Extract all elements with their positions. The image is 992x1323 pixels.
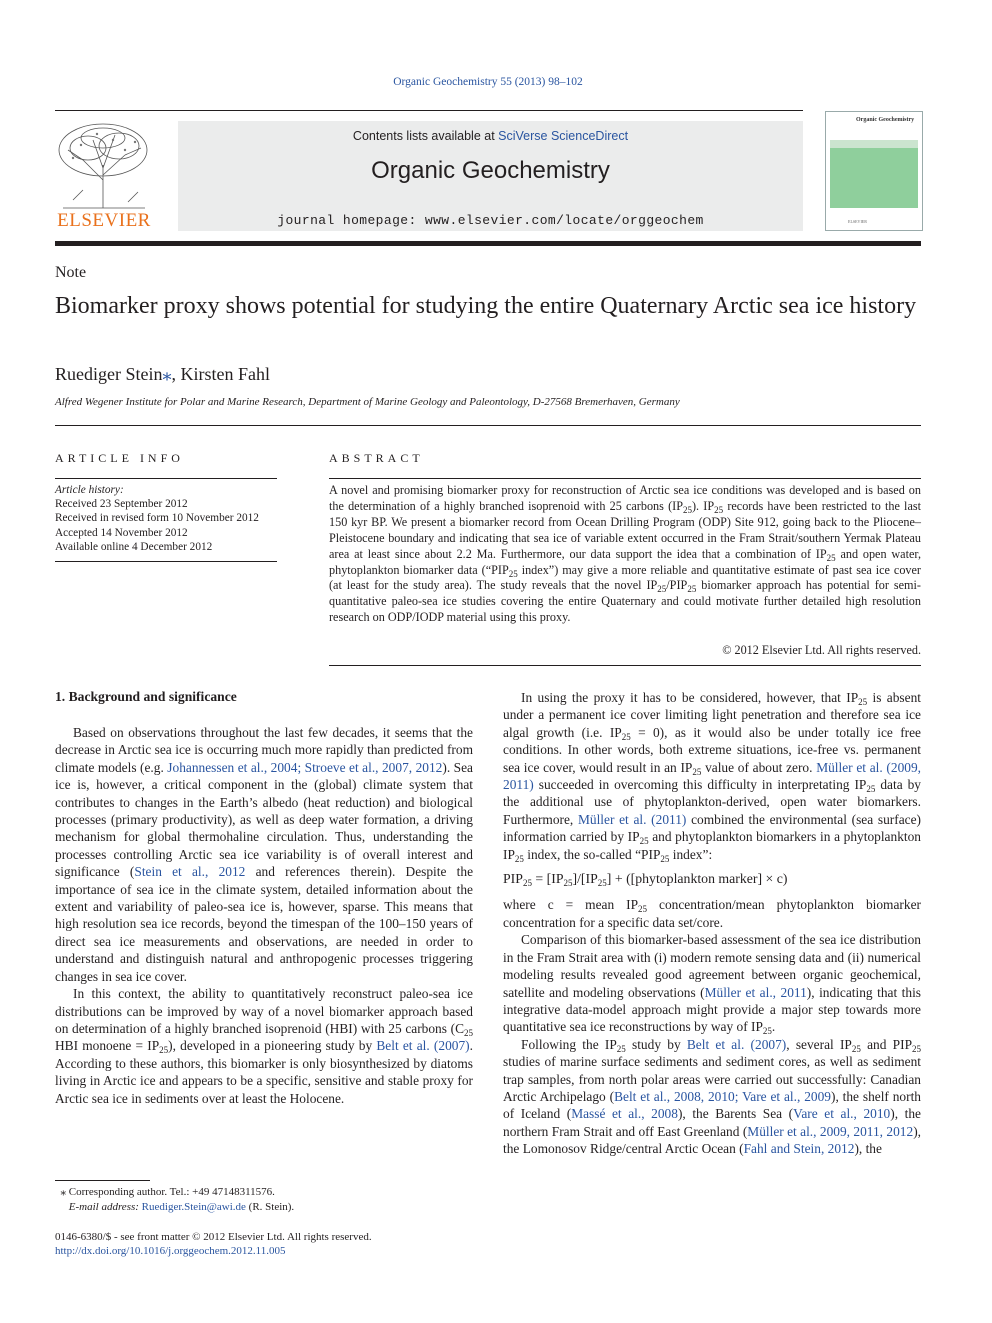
contents-prefix: Contents lists available at xyxy=(352,129,499,143)
contents-line xyxy=(178,129,803,143)
journal-cover-thumbnail[interactable] xyxy=(825,111,923,231)
cover-publisher: ELSEVIER xyxy=(848,219,867,224)
copyright: © 2012 Elsevier Ltd. All rights reserved. xyxy=(722,643,921,657)
history-online: Available online 4 December 2012 xyxy=(55,540,213,553)
divider xyxy=(329,665,921,666)
elsevier-tree-icon xyxy=(53,120,155,210)
article-title: Biomarker proxy shows potential for studying the entire Quaternary Arctic sea ice history xyxy=(55,293,917,319)
body-left-column xyxy=(55,724,473,1107)
corresponding-author-note: ⁎ Corresponding author. Tel.: +49 47148311576. xyxy=(55,1186,275,1198)
author-name[interactable]: Kirsten Fahl xyxy=(180,364,270,384)
citation-link[interactable]: Stein et al., 2012 xyxy=(134,864,246,880)
abstract-heading: ABSTRACT xyxy=(329,451,424,465)
elsevier-logo[interactable] xyxy=(53,120,155,232)
footnote-rule xyxy=(55,1180,150,1181)
header-thick-rule xyxy=(55,241,921,246)
email-suffix: (R. Stein). xyxy=(245,1201,295,1213)
section-heading: 1. Background and significance xyxy=(55,689,237,704)
email-label: E-mail address: xyxy=(68,1201,142,1213)
paragraph: Following the $IP_{25}$ study by Belt et al. (2007), several $IP_{25}$ and $PIP_{25}$ studies of marine surface sediments and sediment cores, as well as sediment trap samples, from north polar areas were carried out successfully: Canadian Arctic Archipelago (Belt et al., 2008, 2010; Vare et al., 2009), the shelf north of Iceland (Massé et al., 2008), the Barents Sea (Vare et al., 2010), the northern Fram Strait and off East Greenland (Müller et al., 2009, 2011, 2012), the Lomonosov Ridge/central Arctic Ocean (Fahl and Stein, 2012), the xyxy=(503,1036,922,1157)
journal-banner xyxy=(178,121,803,231)
divider xyxy=(55,561,277,562)
cover-band xyxy=(830,140,918,148)
email-line xyxy=(55,1200,475,1215)
doi-link[interactable]: http://dx.doi.org/10.1016/j.orggeochem.2012.11.005 xyxy=(55,1245,286,1257)
history-label: Article history: xyxy=(55,484,124,496)
author-list xyxy=(55,364,270,385)
journal-homepage[interactable]: journal homepage: www.elsevier.com/locate/orggeochem xyxy=(277,213,704,228)
history-revised: Received in revised form 10 November 2012 xyxy=(55,512,259,525)
citation-link[interactable]: Belt et al. (2007) xyxy=(686,1036,787,1052)
journal-name: Organic Geochemistry xyxy=(371,157,610,184)
article-info-heading: ARTICLE INFO xyxy=(55,451,184,465)
sciencedirect-link[interactable]: SciVerse ScienceDirect xyxy=(498,129,629,143)
citation-link[interactable]: Massé et al., 2008 xyxy=(571,1106,678,1122)
footnote xyxy=(55,1185,475,1215)
divider xyxy=(329,478,921,479)
equation: $PIP_{25} = [IP_{25}]/[IP_{25}]$ + ([phytoplankton marker] × c) xyxy=(503,871,788,889)
citation-link[interactable]: Müller et al., 2011 xyxy=(704,984,807,1000)
paragraph: In using the proxy it has to be considered, however, that $IP_{25}$ is absent under a permanent ice cover limiting light penetration and therefore sea ice algal growth (i.e. $IP_{25} = 0$), as it would also be under totally ice free conditions. In other words, both extreme situations, ice-free vs. permanent sea ice cover, would result in an $IP_{25}$ value of about zero. Müller et al. (2009, 2011) succeeded in overcoming this difficulty in interpretating $IP_{25}$ data by the additional use of phytoplankton-derived, open water biomarkers. Furthermore, Müller et al. (2011) combined the environmental (sea surface) information carried by $IP_{25}$ and phytoplankton biomarkers in a phytoplankton $IP_{25}$ index, the so-called “$PIP_{25}$ index”: xyxy=(503,690,922,864)
divider xyxy=(55,425,921,426)
corresponding-author-mark[interactable]: ⁎ xyxy=(162,364,172,384)
citation-link[interactable]: Belt et al. (2007) xyxy=(376,1038,470,1054)
issn-line: 0146-6380/$ - see front matter © 2012 Elsevier Ltd. All rights reserved. xyxy=(55,1231,372,1243)
header-rule xyxy=(55,110,803,111)
article-type: Note xyxy=(55,264,87,281)
article-history xyxy=(55,483,277,554)
citation-link[interactable]: Müller et al. (2011) xyxy=(577,811,687,827)
citation-link[interactable]: Belt et al., 2008, 2010; Vare et al., 2009 xyxy=(614,1088,831,1104)
affiliation: Alfred Wegener Institute for Polar and Marine Research, Department of Marine Geology and Paleontology, D-27568 Bremerhaven, Germany xyxy=(55,396,680,408)
paragraph: where c = mean $IP_{25}$ concentration/mean phytoplankton biomarker concentration for a specific data set/core. xyxy=(503,897,921,930)
cover-image xyxy=(830,148,918,208)
elsevier-wordmark: ELSEVIER xyxy=(57,210,151,231)
divider xyxy=(55,478,277,479)
cover-title: Organic Geochemistry xyxy=(856,117,915,123)
corresponding-author-text: Corresponding author. Tel.: +49 47148311576. xyxy=(68,1186,275,1198)
paragraph: Based on observations throughout the last few decades, it seems that the decrease in Arctic sea ice is occurring much more rapidly than predicted from climate models (e.g. Johannessen et al., 2004; Stroeve et al., 2007, 2012). Sea ice is, however, a critical component in the (global) climate system that contributes to changes in the Earth’s albedo (heat reduction) and biological processes (primary productivity), as well as deep water formation, a driving mechanism for global thermohaline circulation. Thus, understanding the processes controlling Arctic sea ice variability is of overall interest and significance (Stein et al., 2012 and references therein). Despite the importance of sea ice in the climate system, detailed information about the extent and variability of paleo-sea ice is, however, sparse. This means that high resolution sea ice records, beyond the timespan of the 100–150 years of direct sea ice measurements and observations, are needed in order to understand and distinguish natural and anthropogenic processes triggering changes in sea ice cover. xyxy=(55,725,474,984)
citation-link[interactable]: Fahl and Stein, 2012 xyxy=(743,1141,855,1157)
author-separator: , xyxy=(171,364,181,384)
paragraph: In this context, the ability to quantitatively reconstruct paleo-sea ice distributions can be improved by way of a novel biomarker approach based on determination of a highly branched isoprenoid (HBI) with 25 carbons ($C_{25}$ HBI monoene = $IP_{25}$), developed in a pioneering study by Belt et al. (2007). According to these authors, this biomarker is only biosynthesized by diatoms living in Arctic ice and appears to be a specific, sensitive and stable proxy for Arctic sea ice in sediments over at least the Holocene. xyxy=(55,986,473,1106)
history-accepted: Accepted 14 November 2012 xyxy=(55,526,188,539)
citation-link[interactable]: Müller et al. (2009, 2011) xyxy=(503,759,922,793)
citation-link[interactable]: Müller et al., 2009, 2011, 2012 xyxy=(747,1123,914,1139)
publication-info xyxy=(55,1230,475,1258)
body-right-column xyxy=(503,689,921,1158)
citation-link[interactable]: Johannessen et al., 2004; Stroeve et al., 2007, 2012 xyxy=(167,759,443,775)
author-name[interactable]: Ruediger Stein xyxy=(55,364,163,384)
abstract-text: A novel and promising biomarker proxy for reconstruction of Arctic sea ice conditions was developed and is based on the determination of a highly branched isoprenoid with 25 carbons $(IP_{25})$. $IP_{25}$ records have been restricted to the last 150 kyr BP. We present a biomarker record from Ocean Drilling Program (ODP) Site 912, going back to the Pliocene–Pleistocene boundary and indicating that sea ice of variable extent occurred in the Fram Strait/southern Yermak Plateau area at least since about 2.2 Ma. Furthermore, our data support the idea that a combination of $IP_{25}$ and open water, phytoplankton biomarker data (“$PIP_{25}$ index”) may give a more reliable and quantitative estimate of past sea ice cover (at least for the study area). The study reveals that the novel $IP_{25}/PIP_{25}$ biomarker approach has potential for semi-quantitative paleo-sea ice studies covering the entire Quaternary and could motivate further detailed high resolution research on ODP/IODP material using this proxy. xyxy=(329,483,921,625)
paragraph: Comparison of this biomarker-based assessment of the sea ice distribution in the Fram Strait area with (i) modern remote sensing data and (ii) numerical modeling results revealed good agreement between organic geochemical, satellite and modeling observations (Müller et al., 2011), indicating that this integrative data-model approach might provide a major step towards more quantitative sea ice reconstructions by way of $IP_{25}$. xyxy=(503,932,922,1037)
email-link[interactable]: Ruediger.Stein@awi.de xyxy=(141,1201,246,1213)
journal-citation[interactable]: Organic Geochemistry 55 (2013) 98–102 xyxy=(393,76,583,88)
citation-link[interactable]: Vare et al., 2010 xyxy=(793,1106,891,1122)
history-received: Received 23 September 2012 xyxy=(55,498,188,511)
